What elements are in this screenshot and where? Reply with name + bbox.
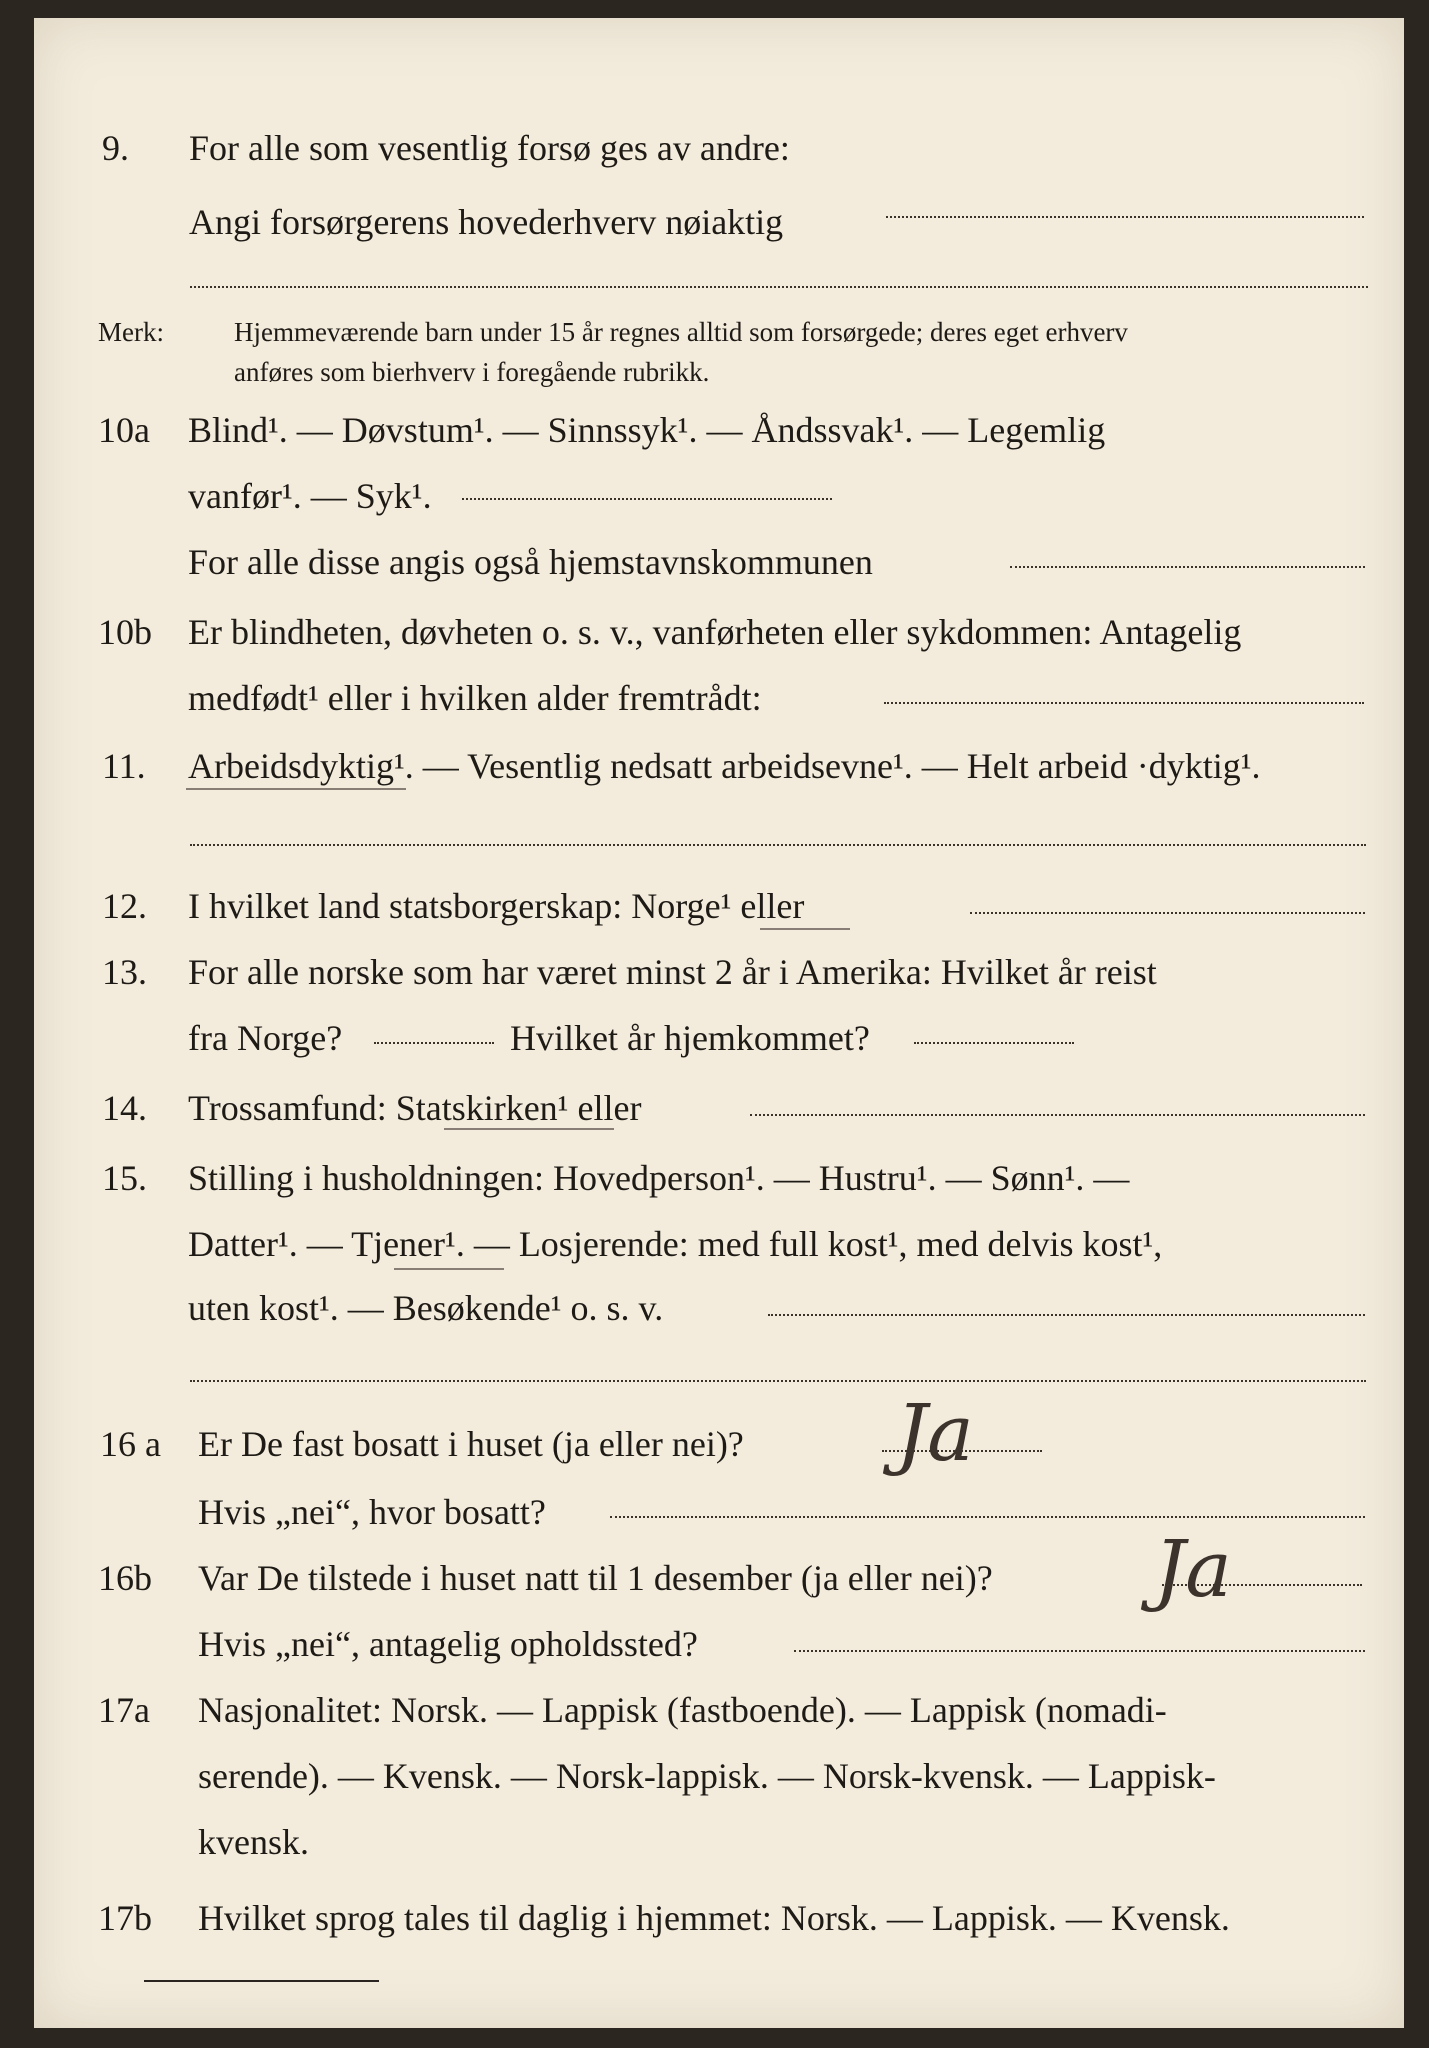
q13-left-year-field[interactable] — [374, 1042, 494, 1044]
merk-label: Merk: — [98, 317, 164, 347]
q10a-text-1: Blind¹. — Døvstum¹. — Sinnssyk¹. — Åndssvak¹. — Legemlig — [188, 410, 1106, 450]
q12-row — [34, 886, 1404, 926]
footnote-rule — [144, 1980, 379, 1982]
q13-row-2 — [34, 1018, 1404, 1058]
q15-row-3 — [34, 1288, 1404, 1328]
q14-text: Trossamfund: Statskirken¹ eller — [188, 1088, 642, 1128]
q9-row — [34, 128, 1404, 168]
census-form-page — [34, 18, 1404, 2028]
q17a-number: 17a — [98, 1690, 150, 1730]
q10b-row — [34, 612, 1404, 652]
q17a-row-2 — [34, 1756, 1404, 1796]
q14-number: 14. — [102, 1088, 147, 1128]
merk-row-2 — [34, 352, 1404, 392]
q10a-text-2: vanfør¹. — Syk¹. — [188, 476, 432, 516]
q15-text-2: Datter¹. — Tjener¹. — Losjerende: med full kost¹, med delvis kost¹, — [188, 1224, 1163, 1264]
q15-position-field[interactable] — [768, 1314, 1365, 1316]
q15-text-1: Stilling i husholdningen: Hovedperson¹. — Hustru¹. — Sønn¹. — — [188, 1158, 1130, 1198]
q17b-number: 17b — [98, 1898, 152, 1938]
q16b-handwritten-answer: Ja — [1154, 1525, 1232, 1615]
q15-row-2 — [34, 1224, 1404, 1264]
q9-provider-prompt: Angi forsørgerens hovederhverv nøiaktig — [189, 202, 784, 242]
q12-text: I hvilket land statsborgerskap: Norge¹ eller — [188, 886, 805, 926]
q13-text-1: For alle norske som har været minst 2 år i Amerika: Hvilket år reist — [188, 952, 1157, 992]
q15-number: 15. — [102, 1158, 147, 1198]
q12-handwritten-underline — [760, 928, 850, 930]
q12-citizenship-field[interactable] — [970, 912, 1365, 914]
q11-field[interactable] — [190, 844, 1366, 846]
q16b-text: Var De tilstede i huset natt til 1 desember (ja eller nei)? — [198, 1558, 993, 1598]
q13-left-prompt: fra Norge? — [188, 1018, 343, 1058]
q9-provider-field[interactable] — [886, 216, 1364, 218]
q10a-row-2 — [34, 476, 1404, 516]
q15-text-3: uten kost¹. — Besøkende¹ o. s. v. — [188, 1288, 664, 1328]
q10a-number: 10a — [98, 410, 150, 450]
q14-row — [34, 1088, 1404, 1128]
q17a-text-1: Nasjonalitet: Norsk. — Lappisk (fastboende). — Lappisk (nomadi- — [198, 1690, 1167, 1730]
q13-return-year-field[interactable] — [914, 1042, 1074, 1044]
merk-text-2: anføres som bierhverv i foregående rubrikk. — [234, 357, 710, 387]
q13-return-prompt: Hvilket år hjemkommet? — [510, 1018, 870, 1058]
q10b-number: 10b — [98, 612, 152, 652]
q16b-number: 16b — [98, 1558, 152, 1598]
q11-row — [34, 746, 1404, 786]
q10b-text-2: medfødt¹ eller i hvilken alder fremtrådt: — [188, 678, 762, 718]
q11-handwritten-underline — [186, 788, 406, 790]
q10b-age-field[interactable] — [884, 702, 1364, 704]
q10b-row-2 — [34, 678, 1404, 718]
q16a-handwritten-answer: Ja — [896, 1389, 974, 1479]
q17a-row — [34, 1690, 1404, 1730]
q11-text: Arbeidsdyktig¹. — Vesentlig nedsatt arbeidsevne¹. — Helt arbeid ·dyktig¹. — [188, 746, 1261, 786]
q10a-text-3: For alle disse angis også hjemstavnskommunen — [188, 542, 873, 582]
q16a-text: Er De fast bosatt i huset (ja eller nei)? — [198, 1424, 744, 1464]
q17b-row — [34, 1898, 1404, 1938]
q9-number: 9. — [102, 128, 129, 168]
q16a-residence-field[interactable] — [610, 1516, 1365, 1518]
q16b-row-2 — [34, 1624, 1404, 1664]
q10a-row-3 — [34, 542, 1404, 582]
q16a-row — [34, 1424, 1404, 1464]
q10a-home-municipality-field[interactable] — [1010, 566, 1365, 568]
q15-handwritten-underline — [394, 1268, 504, 1270]
q13-row — [34, 952, 1404, 992]
q12-number: 12. — [102, 886, 147, 926]
q16b-stay-field[interactable] — [794, 1650, 1365, 1652]
q17b-text: Hvilket sprog tales til daglig i hjemmet: Norsk. — Lappisk. — Kvensk. — [198, 1898, 1230, 1938]
q9-text: For alle som vesentlig forsø ges av andre: — [189, 128, 790, 168]
merk-text-1: Hjemmeværende barn under 15 år regnes alltid som forsørgede; deres eget erhverv — [234, 317, 1128, 347]
q10a-row — [34, 410, 1404, 450]
q15-position-field-2[interactable] — [190, 1380, 1366, 1382]
q14-religion-field[interactable] — [750, 1114, 1365, 1116]
q9-provider-field-2[interactable] — [190, 286, 1368, 288]
q13-number: 13. — [102, 952, 147, 992]
q16a-text-2: Hvis „nei“, hvor bosatt? — [198, 1492, 546, 1532]
q10b-text-1: Er blindheten, døvheten o. s. v., vanførheten eller sykdommen: Antagelig — [188, 612, 1242, 652]
q11-number: 11. — [102, 746, 146, 786]
q16b-text-2: Hvis „nei“, antagelig opholdssted? — [198, 1624, 698, 1664]
q17a-text-2: serende). — Kvensk. — Norsk-lappisk. — Norsk-kvensk. — Lappisk- — [198, 1756, 1216, 1796]
q15-row — [34, 1158, 1404, 1198]
q14-handwritten-underline — [444, 1128, 614, 1130]
q9-row-2 — [34, 202, 1404, 242]
q16a-number: 16 a — [100, 1424, 161, 1464]
q17a-text-3: kvensk. — [198, 1822, 309, 1862]
q10a-sick-field[interactable] — [462, 498, 832, 500]
merk-row — [34, 312, 1404, 352]
q17a-row-3 — [34, 1822, 1404, 1862]
